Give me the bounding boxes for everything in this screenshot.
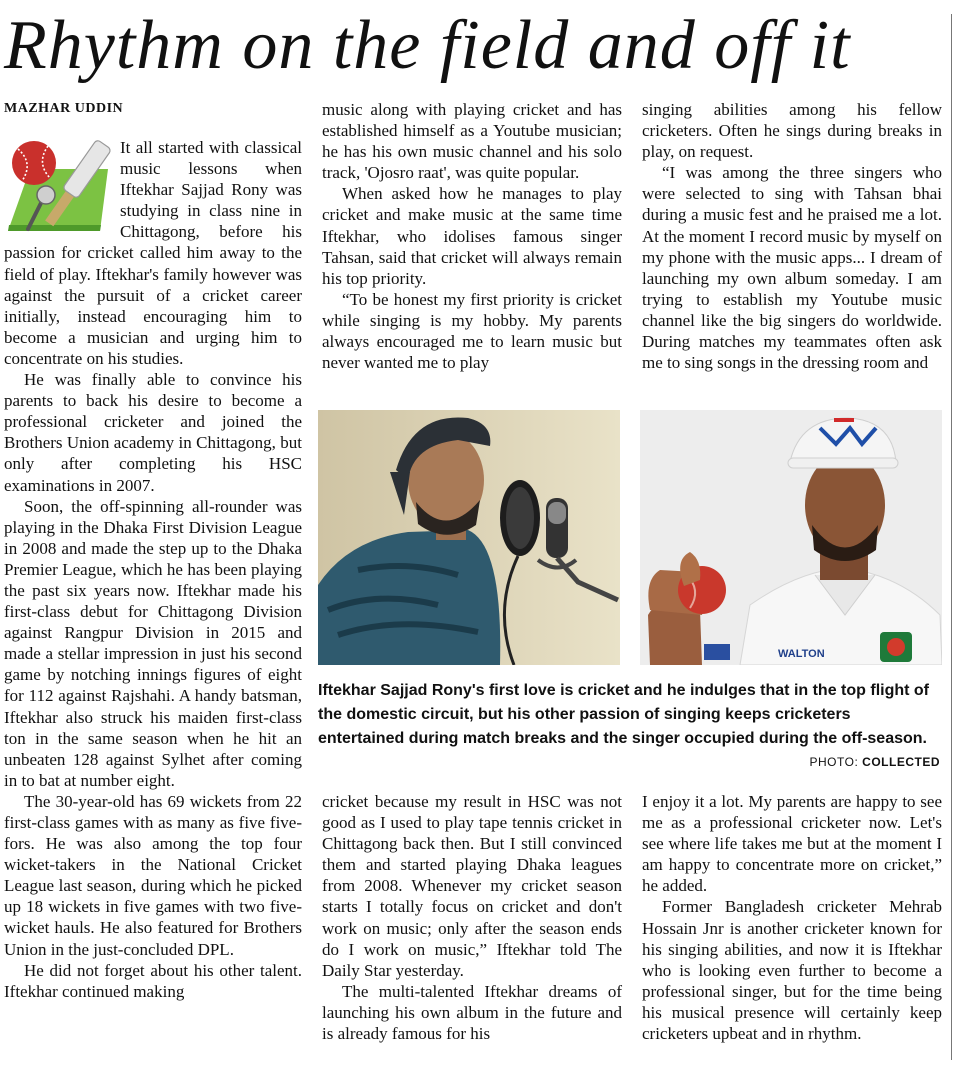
column-rule xyxy=(951,14,952,1060)
paragraph: The 30-year-old has 69 wickets from 22 first-class games with as many as five five-fors. He was also among the top four wicket-takers in the National Cricket League last season, during which he picked up 18 wickets in five games with two five-wicket hauls. He also featured for Brothers Union in the just-concluded DPL. xyxy=(4,791,302,959)
paragraph: He did not forget about his other talent. Iftekhar continued making xyxy=(4,960,302,1001)
paragraph: Former Bangladesh cricketer Mehrab Hossain Jnr is another cricketer known for his singing abilities, and now it is Iftekhar who is looking even further to become a professional singer, but for the time being his musical presence will certainly keep cricketers upbeat and in rhythm. xyxy=(642,897,942,1044)
paragraph: music along with playing cricket and has established himself as a Youtube musician; he has his own music channel and his solo track, 'Ojosro raat', was quite popular. xyxy=(322,100,622,183)
column-1 xyxy=(4,137,302,1002)
paragraph: “To be honest my first priority is cricket while singing is my hobby. My parents always encouraged me to learn music but never wanted me to play xyxy=(322,289,622,373)
column-2-top xyxy=(322,99,622,373)
paragraph: It all started with classical music lessons when Iftekhar Sajjad Rony was studying in class nine in Chittagong, before his passion for cricket called him away to the field of play. Iftekhar's family however was against the pursuit of a cricket career initially, instead encouraging him to become a musician and urging him to concentrate on his studies. xyxy=(4,138,302,368)
headline: Rhythm on the field and off it xyxy=(4,7,851,84)
photo-caption: Iftekhar Sajjad Rony's first love is cricket and he indulges that in the top flight of the domestic circuit, but his other passion of singing keeps cricketers entertained during match breaks and the singer occupied during the off-season. xyxy=(318,682,930,747)
paragraph: He was finally able to convince his parents to back his desire to become a professional cricketer and joined the Brothers Union academy in Chittagong, but only after completing his HSC examinations in 2007. xyxy=(4,370,302,495)
byline: MAZHAR UDDIN xyxy=(4,101,124,116)
paragraph: “I was among the three singers who were selected to sing with Tahsan bhai during a music fest and he praised me a lot. At the moment I record music by myself on my phone with the music apps... I dream of launching my own album someday. I am trying to establish my Youtube music channel like the big singers do worldwide. During matches my teammates often ask me to sing songs in the dressing room and xyxy=(642,163,942,373)
photo-cricketer xyxy=(640,410,942,665)
paragraph: The multi-talented Iftekhar dreams of launching his own album in the future and is already famous for his xyxy=(322,981,622,1044)
paragraph: Soon, the off-spinning all-rounder was playing in the Dhaka First Division League in 2008 and made the step up to the Dhaka Premier League, which he has been playing the past six years now. Iftekhar made his first-class debut for Chittagong Division against Rangpur Division in 2015 and made a stellar impression in just his second game by notching innings figures of eight for 112 against Rajshahi. A handy batsman, Iftekhar also struck his maiden first-class ton in the same season when he hit an unbeaten 128 against Sylhet after coming in to bat at number eight. xyxy=(4,496,302,790)
paragraph: When asked how he manages to play cricket and make music at the same time Iftekhar, who idolises famous singer Tahsan, said that cricket will always remain his top priority. xyxy=(322,184,622,288)
column-2-bottom xyxy=(322,791,622,1044)
paragraph: singing abilities among his fellow cricketers. Often he sings during breaks in play, on request. xyxy=(642,100,942,162)
column-3-top xyxy=(642,99,942,373)
paragraph: cricket because my result in HSC was not good as I used to play tape tennis cricket in Chittagong back then. But I still convinced them and started playing Dhaka leagues from 2008. Whenever my cricket season starts I totally focus on cricket and don't work on music; only after the season ends do I work on music,” Iftekhar told The Daily Star yesterday. xyxy=(322,792,622,980)
column-3-bottom xyxy=(642,791,942,1044)
photo-logo-text: WALTON xyxy=(778,648,825,660)
photo-credit: PHOTO: COLLECTED xyxy=(809,755,940,769)
paragraph: I enjoy it a lot. My parents are happy to see me as a professional cricketer now. Let's see where life takes me but at the moment I am happy to concentrate more on cricket,” he added. xyxy=(642,792,942,896)
photo-singer xyxy=(318,410,620,665)
cricket-ball-and-microphone-icon xyxy=(4,137,112,235)
